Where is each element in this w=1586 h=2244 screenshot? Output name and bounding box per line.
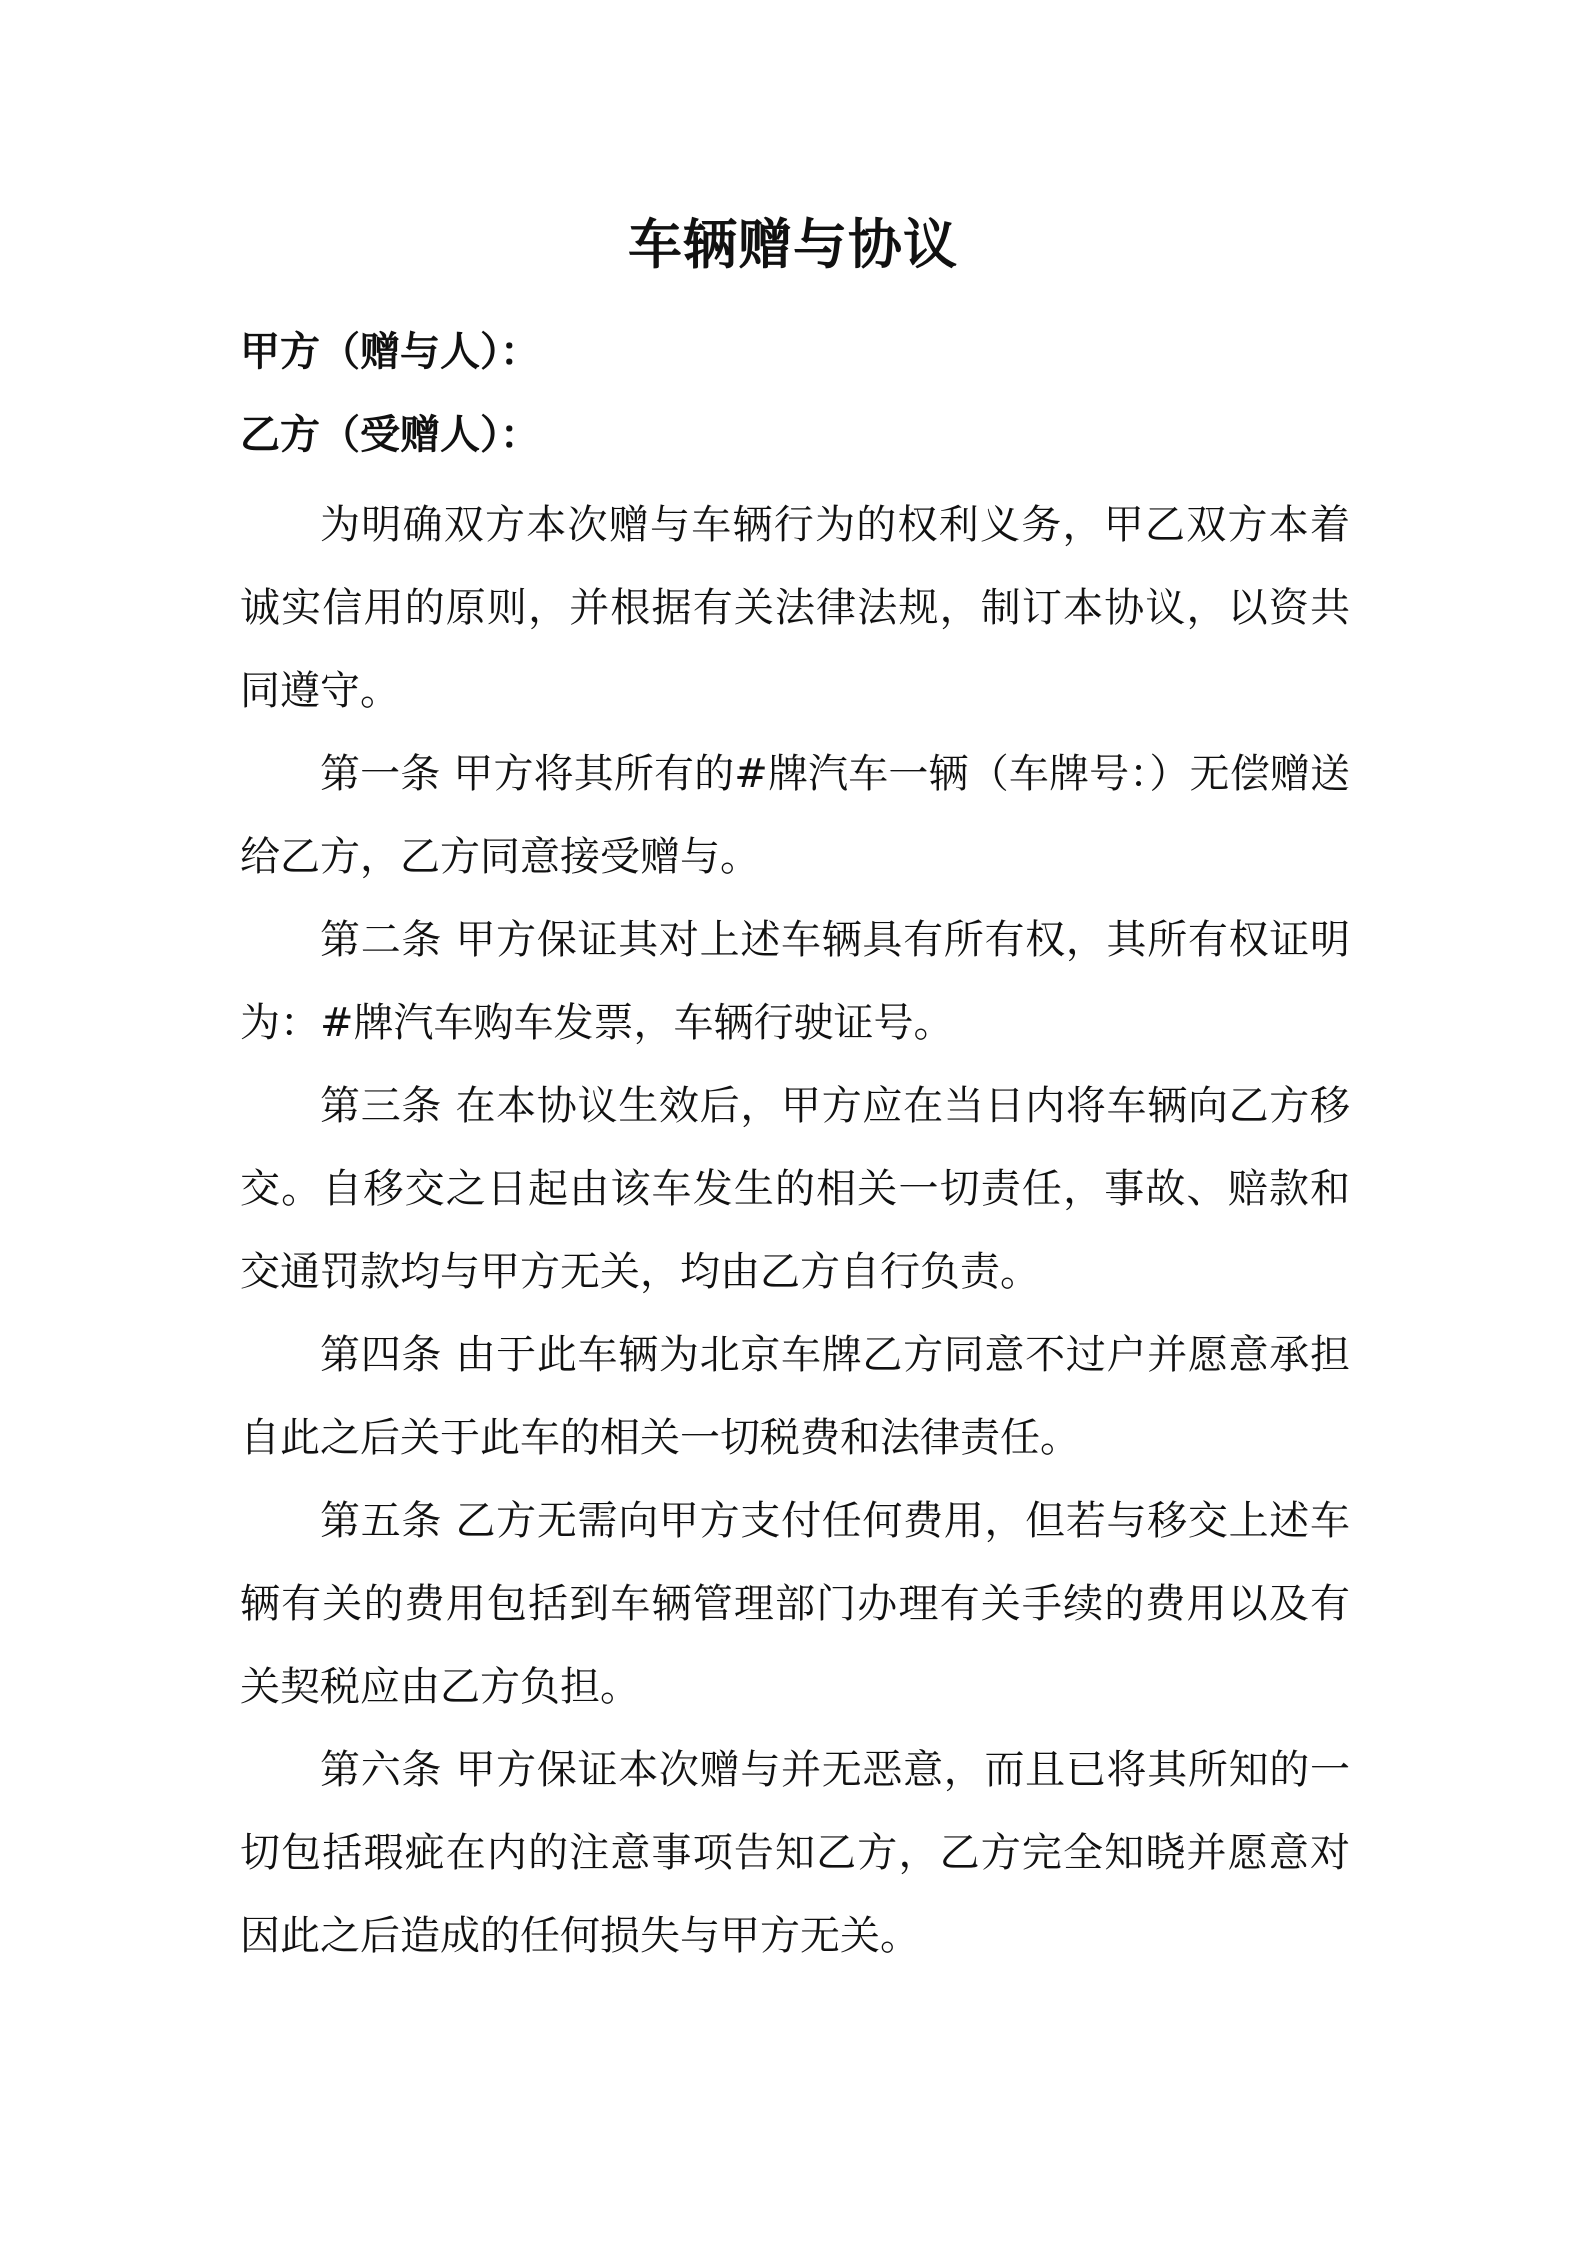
article-5-paragraph: 第五条 乙方无需向甲方支付任何费用，但若与移交上述车辆有关的费用包括到车辆管理部门办理有关手续的费用以及有关契税应由乙方负担。 xyxy=(240,1498,1350,1710)
article-2-paragraph: 第二条 甲方保证其对上述车辆具有所有权，其所有权证明为：#牌汽车购车发票，车辆行驶证号。 xyxy=(240,917,1350,1046)
document-title: 车辆赠与协议 xyxy=(628,213,958,276)
article-4-paragraph: 第四条 由于此车辆为北京车牌乙方同意不过户并愿意承担自此之后关于此车的相关一切税费和法律责任。 xyxy=(240,1332,1350,1461)
article-1-paragraph: 第一条 甲方将其所有的#牌汽车一辆（车牌号：）无偿赠送给乙方，乙方同意接受赠与。 xyxy=(240,751,1350,880)
preamble-paragraph: 为明确双方本次赠与车辆行为的权利义务，甲乙双方本着诚实信用的原则，并根据有关法律法规，制订本协议，以资共同遵守。 xyxy=(240,502,1350,714)
article-3-paragraph: 第三条 在本协议生效后，甲方应在当日内将车辆向乙方移交。自移交之日起由该车发生的相关一切责任，事故、赔款和交通罚款均与甲方无关，均由乙方自行负责。 xyxy=(240,1083,1350,1295)
party-b-line: 乙方（受赠人）： xyxy=(240,412,540,458)
party-a-line: 甲方（赠与人）： xyxy=(240,329,540,375)
article-6-paragraph: 第六条 甲方保证本次赠与并无恶意，而且已将其所知的一切包括瑕疵在内的注意事项告知乙方，乙方完全知晓并愿意对因此之后造成的任何损失与甲方无关。 xyxy=(240,1747,1350,1959)
agreement-body xyxy=(240,484,1350,1978)
